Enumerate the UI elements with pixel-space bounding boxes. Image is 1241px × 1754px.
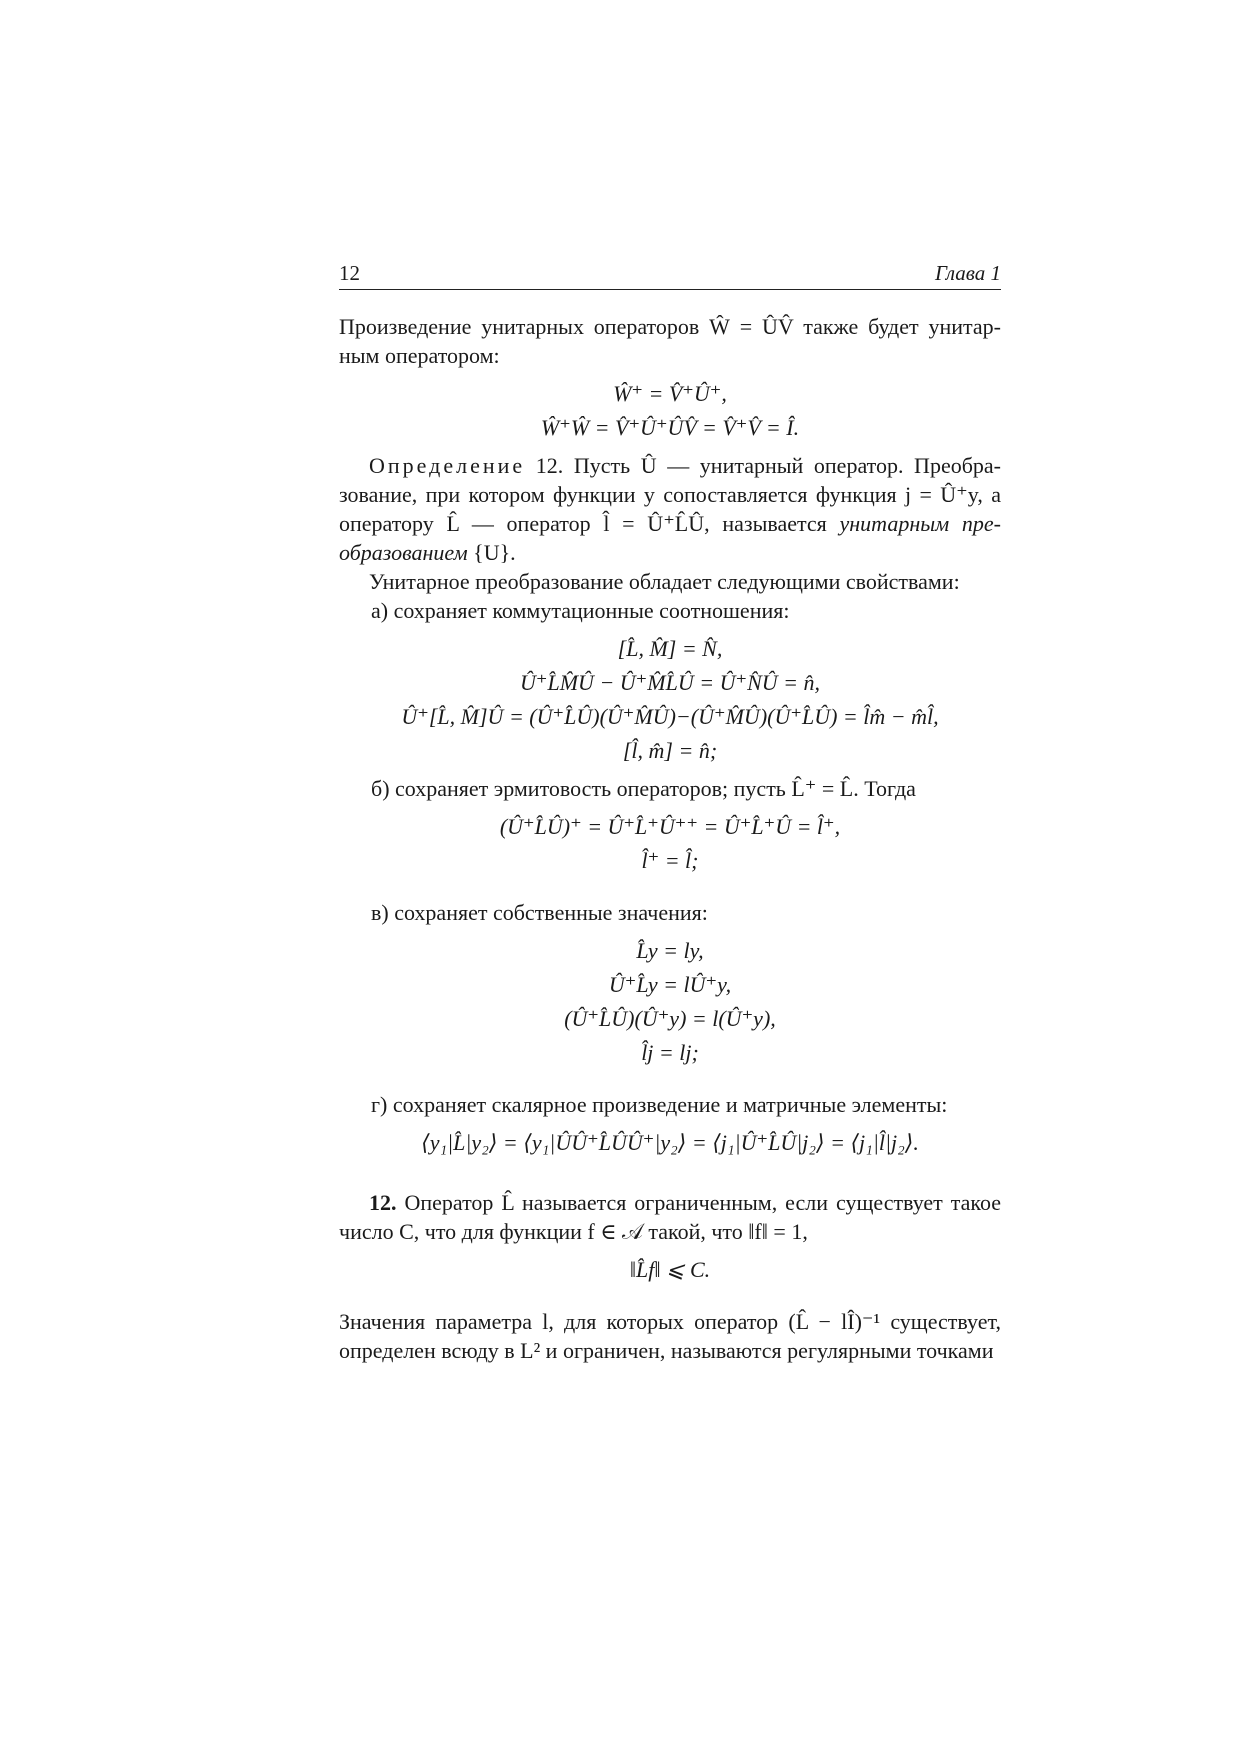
definition-label: Определение	[369, 453, 526, 478]
section-number: 12.	[369, 1190, 397, 1215]
equation-line: ⟨y₁|L̂|y₂⟩ = ⟨y₁|ÛÛ⁺L̂ÛÛ⁺|y₂⟩ = ⟨j₁|Û⁺L̂Û|j₂⟩ = ⟨j₁|l̂|j₂⟩.	[421, 1130, 919, 1155]
page-body	[339, 312, 1001, 1365]
equation-block-c	[339, 935, 1001, 1068]
definition-end: {U}.	[473, 540, 516, 565]
running-header	[339, 261, 1001, 290]
section-12-text: Оператор L̂ называется ограниченным, если существует такое число C, что для функции f ∈ 𝒜 такой, что ‖f‖ = 1,	[339, 1190, 1002, 1244]
equation-line: (Û⁺L̂Û)(Û⁺y) = l(Û⁺y),	[564, 1006, 776, 1031]
spacer	[339, 1166, 1001, 1188]
equation-line: l̂⁺ = l̂;	[641, 848, 699, 873]
equation-line: Ŵ⁺ = V̂⁺Û⁺,	[613, 381, 727, 406]
definition-paragraph	[339, 451, 1001, 567]
equation-line: Ŵ⁺Ŵ = V̂⁺Û⁺ÛV̂ = V̂⁺V̂ = Î.	[540, 415, 800, 440]
equation-block-d	[339, 1127, 1001, 1158]
definition-text: 12. Пусть Û — унитарный оператор. Преобра-зование, при котором функции y сопоставляется функция j = Û⁺y, а оператору L̂ — оператор l̂ = Û⁺L̂Û, называется	[339, 453, 1001, 536]
equation-line: Û⁺[L̂, M̂]Û = (Û⁺L̂Û)(Û⁺M̂Û)−(Û⁺M̂Û)(Û⁺L̂Û) = l̂m̂ − m̂l̂,	[401, 704, 939, 729]
properties-intro: Унитарное преобразование обладает следующими свойствами:	[369, 569, 960, 594]
spacer	[339, 1076, 1001, 1090]
final-paragraph: Значения параметра l, для которых оператор (L̂ − lÎ)⁻¹ существует, определен всюду в L² и ограничен, называются регулярными точками	[339, 1309, 1001, 1363]
equation-line: [L̂, M̂] = N̂,	[617, 636, 723, 661]
chapter-title: Глава 1	[935, 261, 1001, 285]
page-number: 12	[339, 261, 360, 285]
spacer	[339, 884, 1001, 898]
property-c: в) сохраняет собственные значения:	[371, 900, 708, 925]
property-a: а) сохраняет коммутационные соотношения:	[371, 598, 790, 623]
equation-line: Û⁺L̂y = lÛ⁺y,	[608, 972, 732, 997]
equation-line: l̂j = lj;	[641, 1040, 699, 1065]
property-d: г) сохраняет скалярное произведение и матричные элементы:	[371, 1092, 948, 1117]
spacer	[339, 1293, 1001, 1307]
section-12-paragraph	[339, 1188, 1001, 1246]
equation-line: [l̂, m̂] = n̂;	[622, 738, 718, 763]
paragraph-unitary-product: Произведение унитарных операторов Ŵ = ÛV̂ также будет унитар-ным оператором:	[339, 314, 1001, 368]
definition-term: унитарным пре-образованием	[339, 511, 1002, 565]
equation-block-1	[339, 378, 1001, 443]
equation-line: Û⁺L̂M̂Û − Û⁺M̂L̂Û = Û⁺N̂Û = n̂,	[520, 670, 820, 695]
equation-block-e	[339, 1254, 1001, 1285]
equation-line: ‖L̂f‖ ⩽ C.	[629, 1257, 711, 1282]
equation-block-a	[339, 633, 1001, 766]
equation-block-b	[339, 811, 1001, 876]
property-b: б) сохраняет эрмитовость операторов; пусть L̂⁺ = L̂. Тогда	[371, 776, 916, 801]
equation-line: (Û⁺L̂Û)⁺ = Û⁺L̂⁺Û⁺⁺ = Û⁺L̂⁺Û = l̂⁺,	[499, 814, 841, 839]
equation-line: L̂y = ly,	[636, 938, 704, 963]
